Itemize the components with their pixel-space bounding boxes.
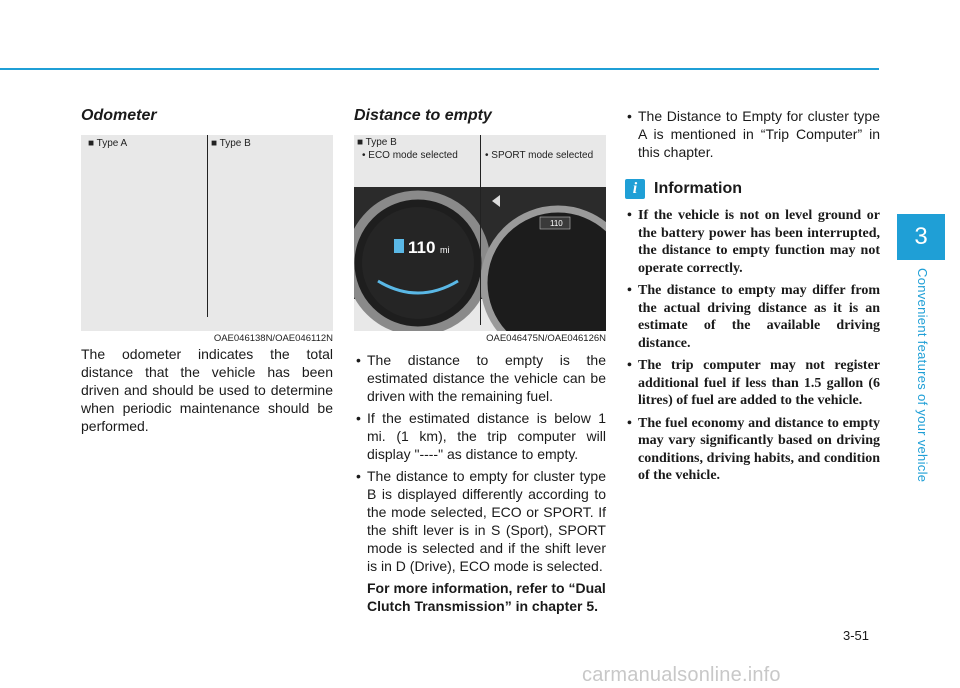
- list-item: • If the estimated distance is below 1 mi. (1 km), the trip computer will display "----" as distance to empty.: [354, 409, 606, 463]
- figure-label-sport: • SPORT mode selected: [485, 150, 594, 161]
- information-column: [625, 107, 880, 490]
- dct-reference-note: For more information, refer to “Dual Clutch Transmission” in chapter 5.: [367, 580, 606, 614]
- chapter-tab: [897, 214, 945, 260]
- eco-distance-value: 110: [408, 238, 436, 257]
- distance-to-empty-bullets: [354, 351, 606, 575]
- list-item: • The Distance to Empty for cluster type A is mentioned in “Trip Computer” in this chapter.: [625, 107, 880, 161]
- figure-label-type-b: ■ Type B: [211, 138, 251, 149]
- odometer-heading: Odometer: [81, 107, 157, 124]
- header-rule: [0, 68, 879, 70]
- figure-divider: [480, 135, 481, 325]
- list-item: • The distance to empty may differ from the actual driving distance as it is an estimate of the available driving distance.: [625, 282, 880, 352]
- figure-label-eco: • ECO mode selected: [362, 150, 458, 161]
- eco-distance-unit: mi: [440, 245, 450, 255]
- list-item: • The trip computer may not register additional fuel if less than 1.5 gallon (6 litres) of fuel are added to the vehicle.: [625, 357, 880, 410]
- figure-caption: OAE046138N/OAE046112N: [213, 333, 333, 344]
- cluster-a-bullet: [625, 107, 880, 161]
- chapter-title: Convenient features of your vehicle: [915, 268, 930, 483]
- page-number: 3-51: [843, 628, 870, 643]
- list-item: • The distance to empty is the estimated distance the vehicle can be driven with the remaining fuel.: [354, 351, 606, 405]
- figure-label-type-b: ■ Type B: [357, 137, 397, 148]
- distance-to-empty-figure: [354, 135, 606, 344]
- sport-distance-value: 110: [550, 219, 563, 228]
- list-item: • The fuel economy and distance to empty may vary significantly based on driving conditions, driving habits, and condition of the vehicle.: [625, 415, 880, 485]
- watermark: carmanualsonline.info: [582, 664, 781, 686]
- distance-to-empty-section: [354, 107, 606, 615]
- fuel-pump-icon: [394, 239, 404, 253]
- figure-label-type-a: ■ Type A: [88, 138, 128, 149]
- list-item: • The distance to empty for cluster type B is displayed differently according to the mode selected, ECO or SPORT. If the shift lever is in S (Sport), SPORT mode is selected and if the shift lever is in D (Drive), ECO mode is selected.: [354, 467, 606, 575]
- distance-to-empty-heading: Distance to empty: [354, 107, 492, 124]
- figure-caption: OAE046475N/OAE046126N: [486, 333, 606, 344]
- information-header: [625, 179, 880, 199]
- odometer-description: The odometer indicates the total distance that the vehicle has been driven and should be used to determine when periodic maintenance should be performed.: [81, 346, 333, 434]
- eco-gauge-face: [362, 207, 474, 319]
- chapter-number: 3: [914, 223, 928, 250]
- list-item: • If the vehicle is not on level ground or the battery power has been interrupted, the distance to empty function may not operate correctly.: [625, 207, 880, 277]
- odometer-section: [81, 107, 333, 435]
- information-bullets: [625, 207, 880, 485]
- information-title: Information: [654, 180, 742, 197]
- information-icon: i: [625, 179, 645, 199]
- odometer-figure: [81, 135, 333, 344]
- figure-divider: [207, 135, 208, 317]
